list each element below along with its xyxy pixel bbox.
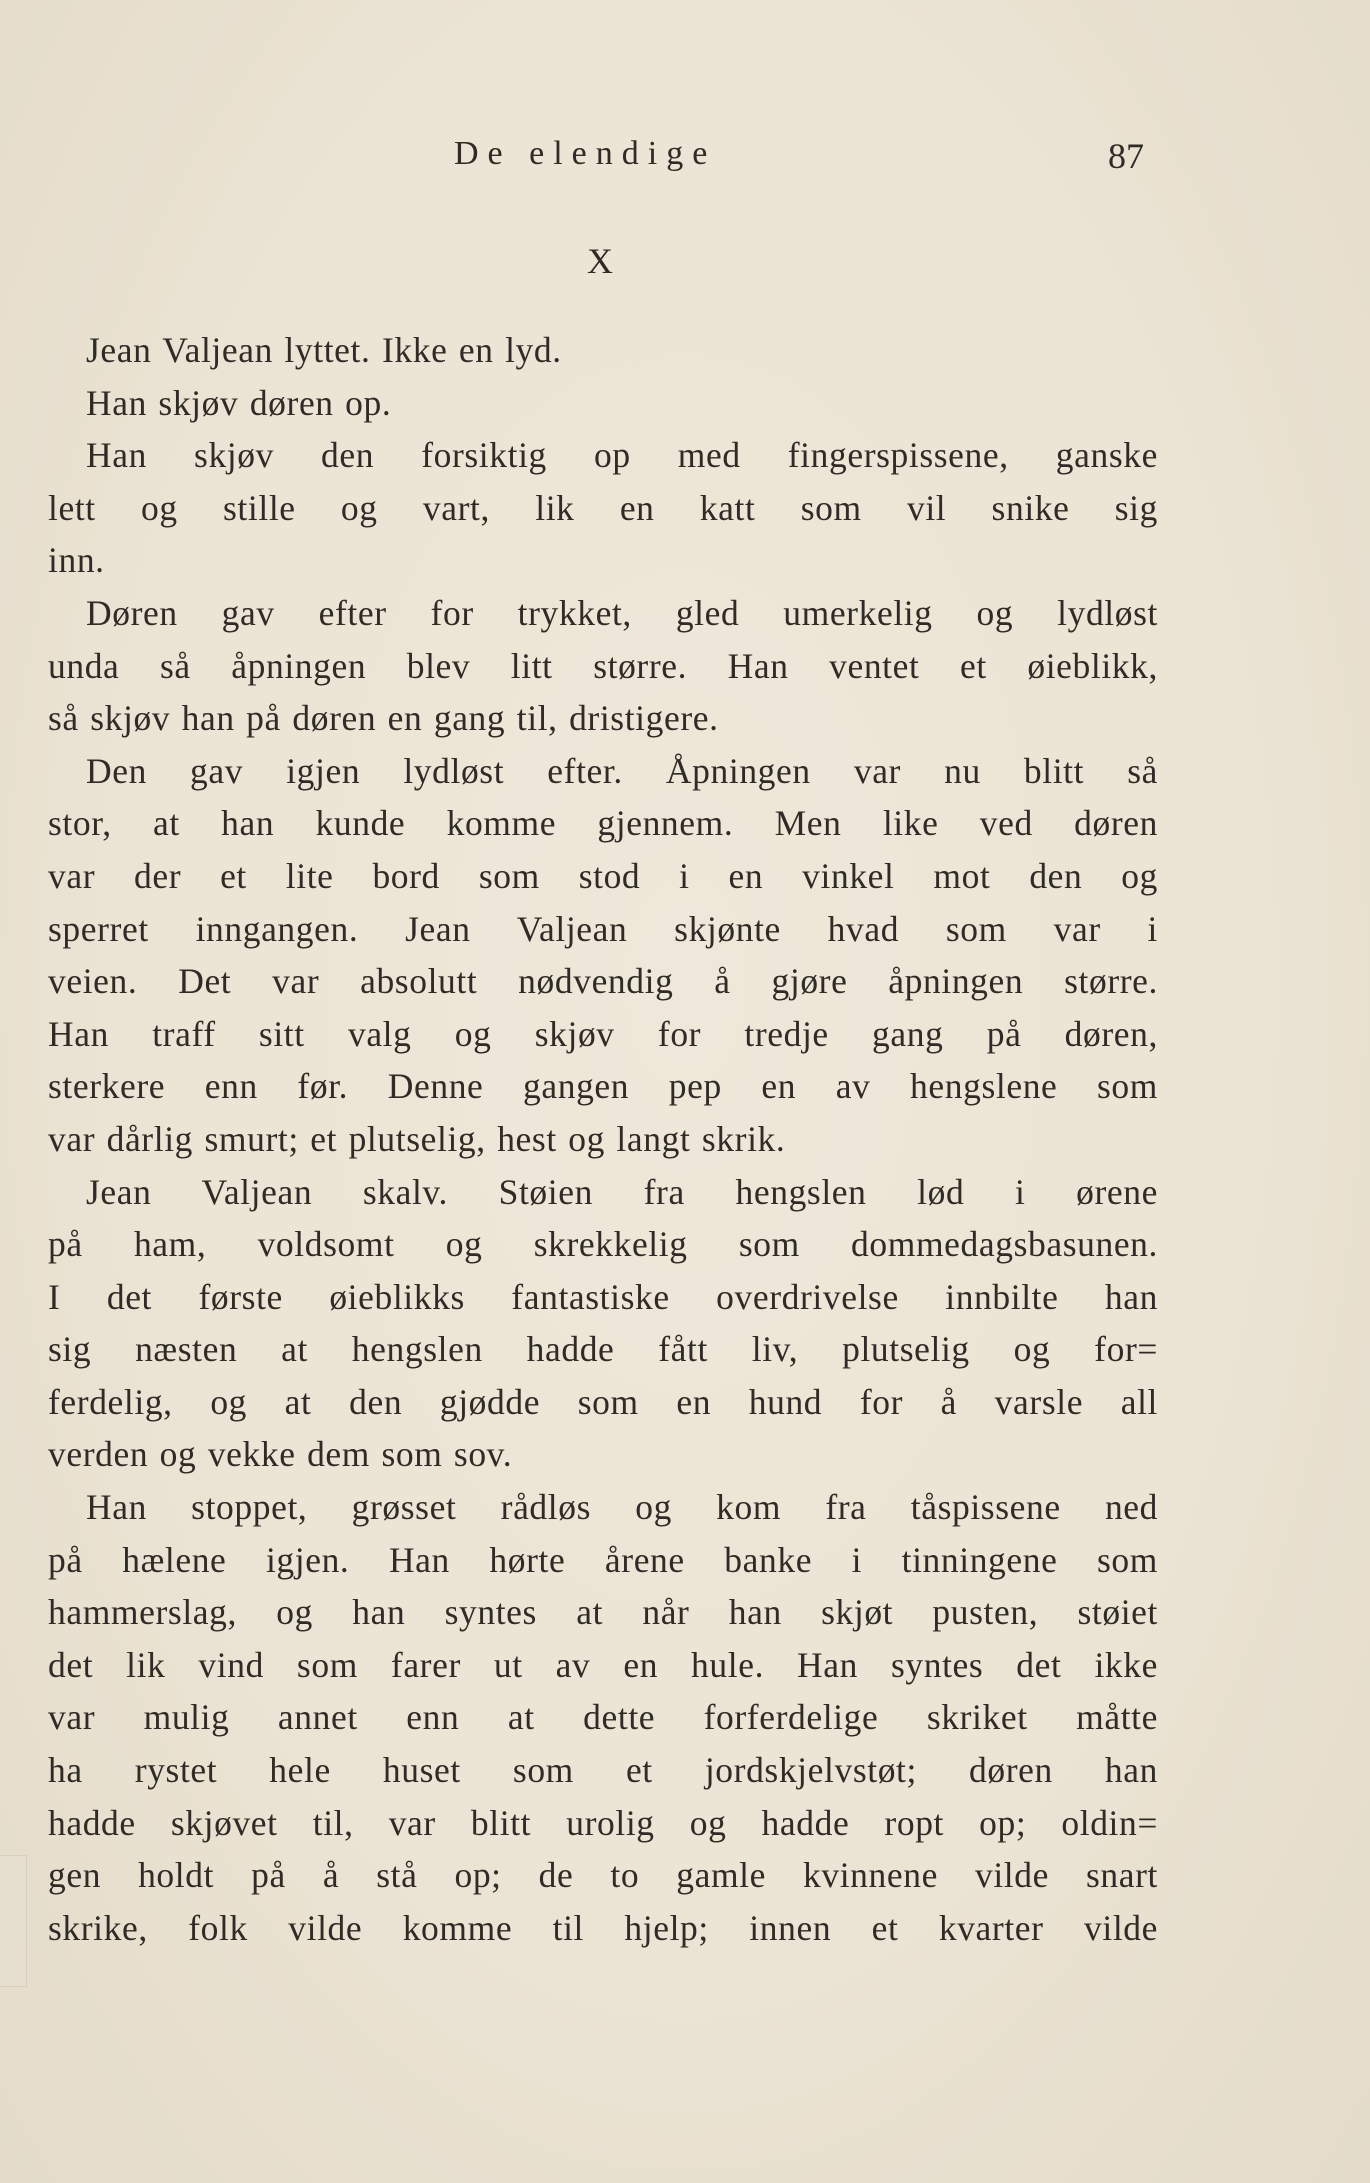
text-line: Jean Valjean lyttet. Ikke en lyd. xyxy=(86,330,562,370)
text-line: Jean Valjean skalv. Støien fra hengslen lød i ørene xyxy=(86,1171,1158,1212)
text-line: sperret inngangen. Jean Valjean skjønte hvad som var i xyxy=(48,908,1158,949)
text-line: unda så åpningen blev litt større. Han ventet et øieblikk, xyxy=(48,645,1158,686)
text-line: I det første øieblikks fantastiske overdrivelse innbilte han xyxy=(48,1276,1158,1317)
text-line: Den gav igjen lydløst efter. Åpningen var nu blitt så xyxy=(86,750,1158,791)
text-line: Han skjøv døren op. xyxy=(86,382,392,423)
chapter-numeral: X xyxy=(587,241,613,281)
text-line: var mulig annet enn at dette forferdelige skriket måtte xyxy=(48,1697,1158,1738)
chapter-heading xyxy=(0,240,1200,282)
running-title: De elendige xyxy=(454,135,717,172)
text-line: veien. Det var absolutt nødvendig å gjøre åpningen større. xyxy=(48,961,1158,1002)
text-line: lett og stille og vart, lik en katt som vil snike sig xyxy=(48,487,1158,528)
text-line: gen holdt på å stå op; de to gamle kvinnene vilde snart xyxy=(48,1855,1158,1896)
text-line: sterkere enn før. Denne gangen pep en av hengslene som xyxy=(48,1066,1158,1107)
text-line: var dårlig smurt; et plutselig, hest og langt skrik. xyxy=(48,1118,786,1159)
text-line: hammerslag, og han syntes at når han skjøt pusten, støiet xyxy=(48,1592,1158,1633)
text-line: ha rystet hele huset som et jordskjelvstøt; døren han xyxy=(48,1750,1158,1791)
text-line: Han stoppet, grøsset rådløs og kom fra tåspissene ned xyxy=(86,1487,1158,1528)
page-edge-strip xyxy=(0,1855,27,1987)
text-line: på ham, voldsomt og skrekkelig som dommedagsbasunen. xyxy=(48,1224,1158,1265)
text-line: Døren gav efter for trykket, gled umerkelig og lydløst xyxy=(86,592,1158,633)
text-line: skrike, folk vilde komme til hjelp; innen et kvarter vilde xyxy=(48,1907,1158,1948)
text-line: så skjøv han på døren en gang til, dristigere. xyxy=(48,698,719,739)
text-line: det lik vind som farer ut av en hule. Han syntes det ikke xyxy=(48,1644,1158,1685)
text-line: inn. xyxy=(48,540,105,581)
text-line: hadde skjøvet til, var blitt urolig og hadde ropt op; oldin= xyxy=(48,1802,1158,1843)
body-text xyxy=(48,324,1158,1954)
text-line: på hælene igjen. Han hørte årene banke i tinningene som xyxy=(48,1539,1158,1580)
text-line: stor, at han kunde komme gjennem. Men like ved døren xyxy=(48,803,1158,844)
page-number: 87 xyxy=(1108,136,1144,176)
text-line: verden og vekke dem som sov. xyxy=(48,1434,513,1475)
text-line: sig næsten at hengslen hadde fått liv, plutselig og for= xyxy=(48,1329,1158,1370)
text-line: var der et lite bord som stod i en vinkel mot den og xyxy=(48,855,1158,896)
text-line: Han skjøv den forsiktig op med fingerspissene, ganske xyxy=(86,435,1158,476)
text-line: ferdelig, og at den gjødde som en hund for å varsle all xyxy=(48,1381,1158,1422)
running-head xyxy=(0,135,1370,185)
text-line: Han traff sitt valg og skjøv for tredje gang på døren, xyxy=(48,1013,1158,1054)
